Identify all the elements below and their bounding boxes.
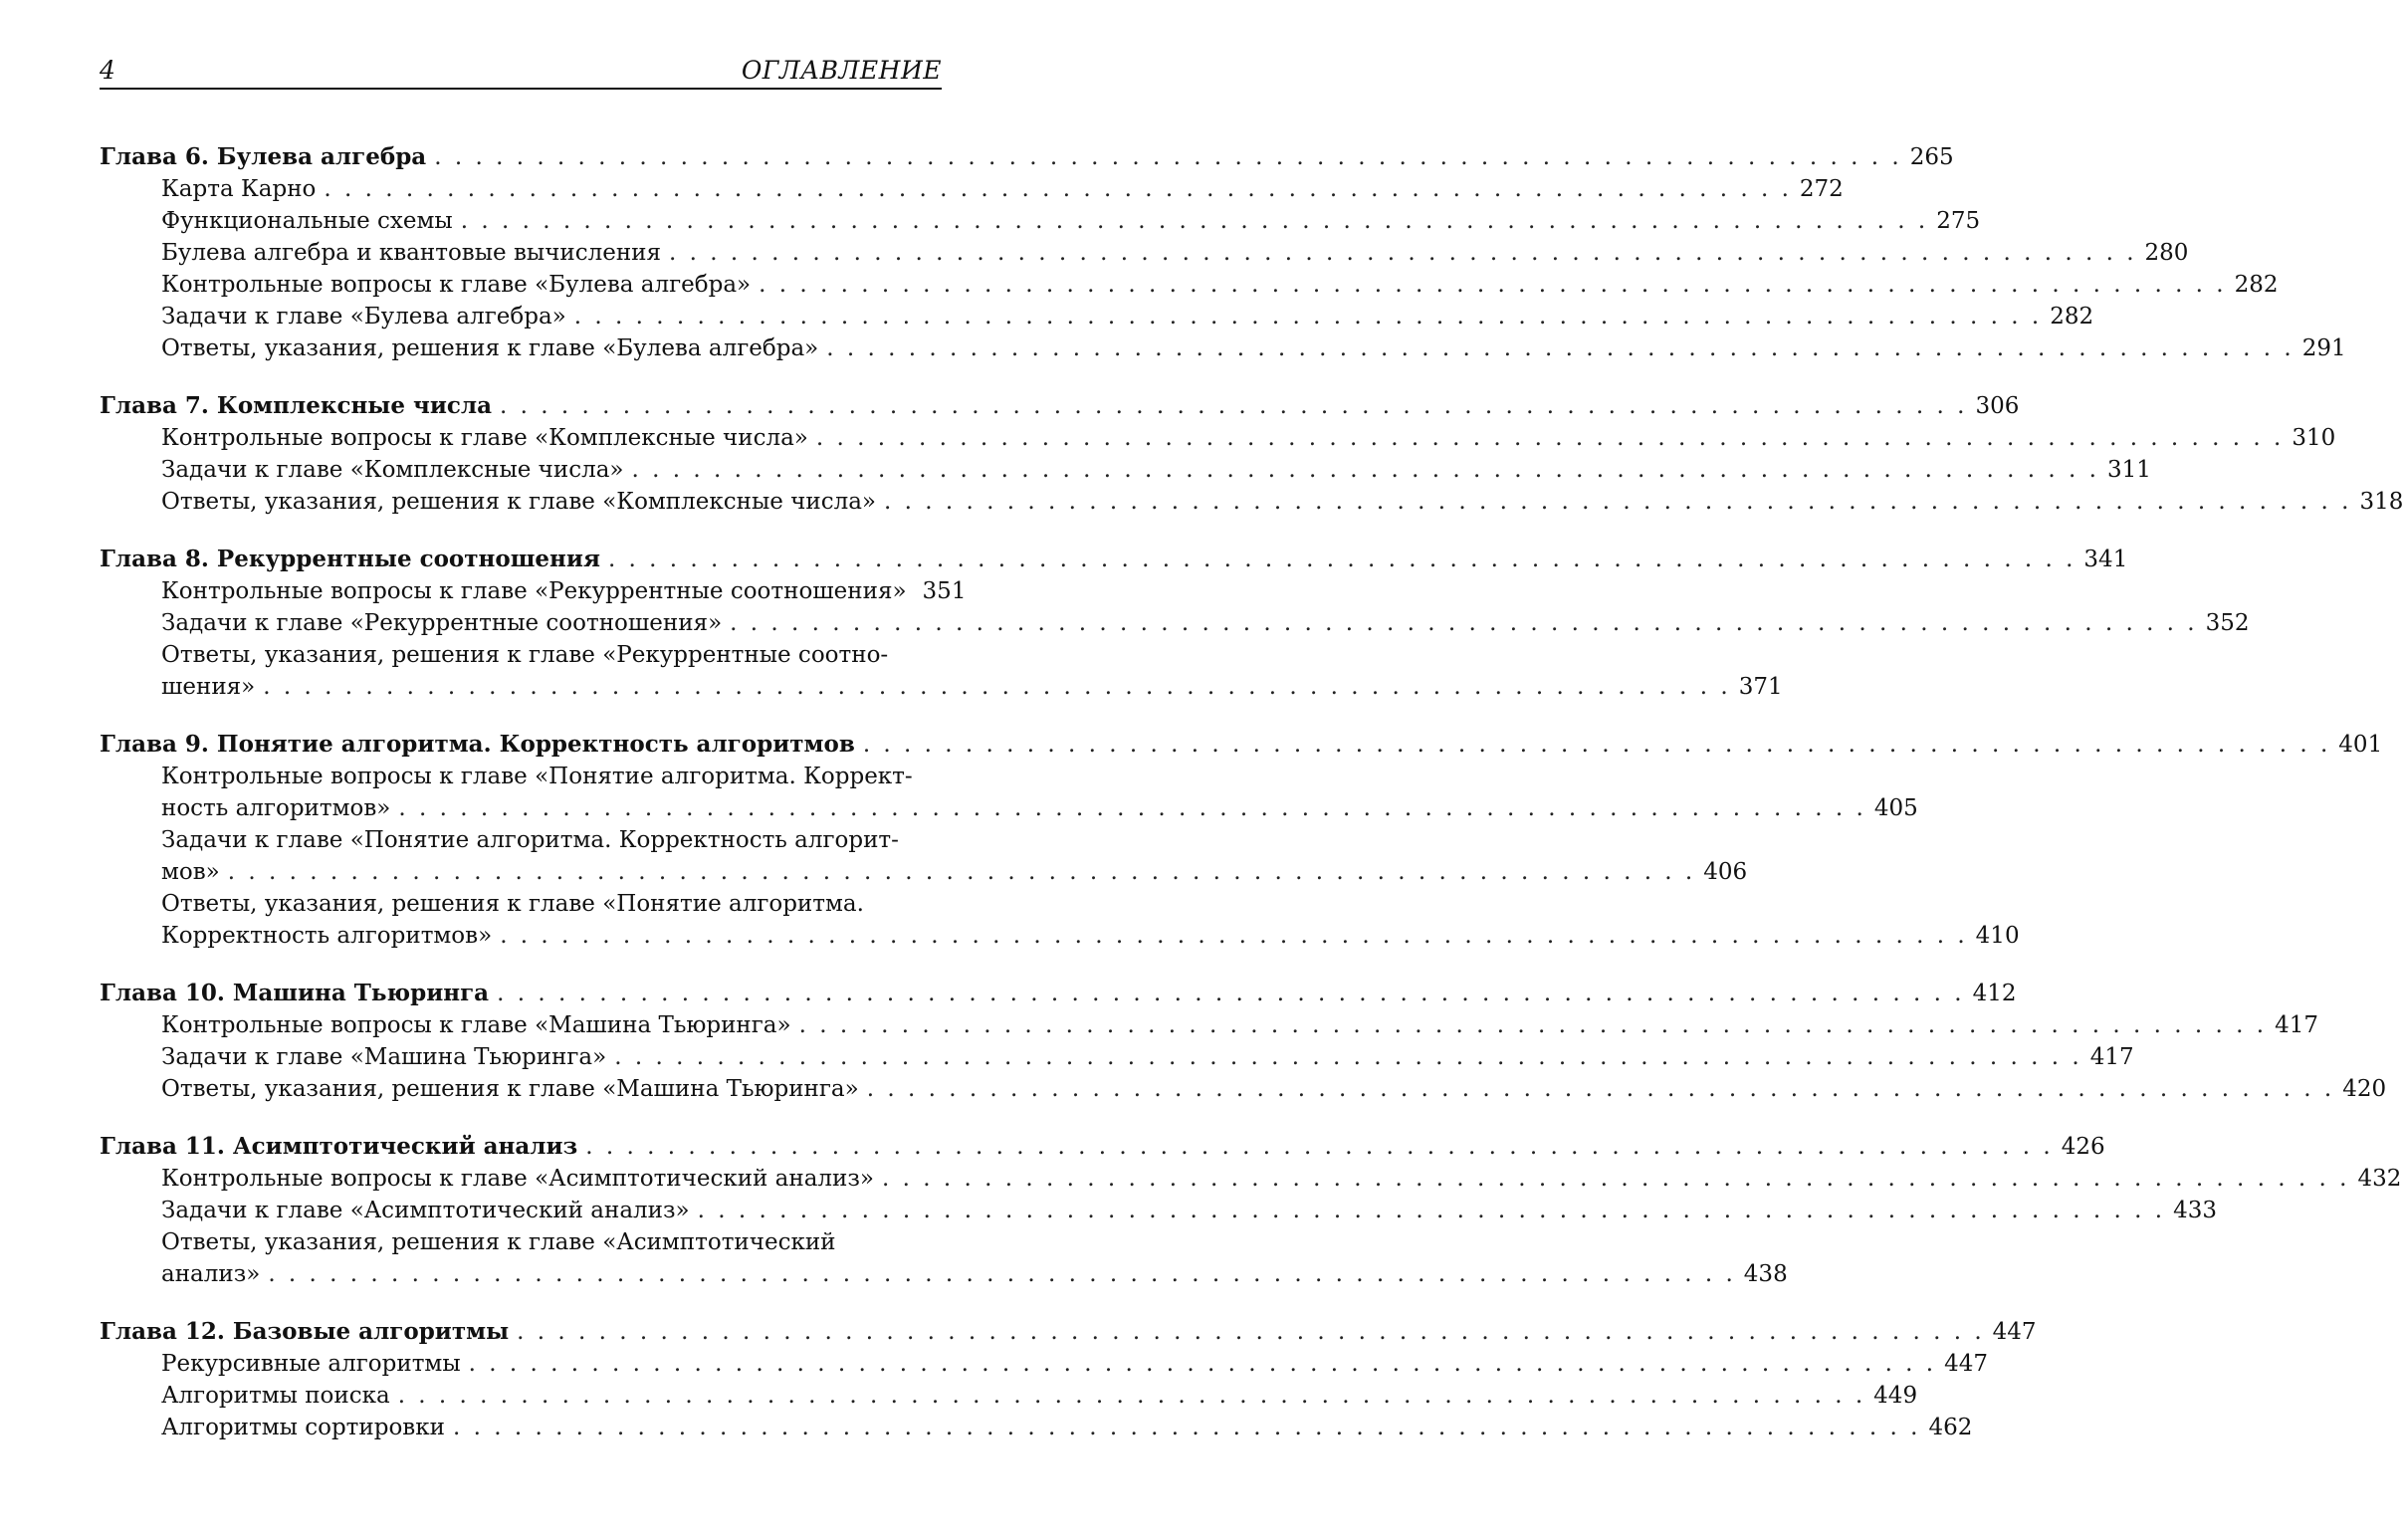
toc-chapter (100, 729, 2383, 952)
entry-page-number: 272 (1799, 176, 1844, 202)
entry-page-number: 352 (2205, 610, 2250, 636)
leader-dots (863, 729, 2330, 761)
toc-entry[interactable] (100, 856, 1748, 888)
chapter-title: Глава 8. Рекуррентные соотношения (100, 546, 600, 572)
entry-page-number: 351 (922, 578, 967, 604)
leader-dots (500, 390, 1967, 422)
entry-title: Булева алгебра и квантовые вычисления (161, 240, 662, 266)
leader-dots (500, 920, 1967, 952)
leader-dots (324, 173, 1791, 205)
entry-title: Карта Карно (161, 176, 317, 202)
leader-dots (826, 332, 2294, 364)
entry-title: Задачи к главе «Комплексные числа» (161, 457, 624, 483)
entry-page-number: 291 (2301, 335, 2346, 361)
chapter-title: Глава 7. Комплексные числа (100, 392, 492, 419)
entry-title: Функциональные схемы (161, 208, 453, 234)
leader-dots (398, 1380, 1865, 1412)
chapter-page-number: 401 (2338, 732, 2383, 758)
toc-entry[interactable] (100, 1009, 2318, 1041)
chapter-title: Глава 10. Машина Тьюринга (100, 980, 490, 1006)
entry-page-number: 371 (1738, 674, 1783, 700)
entry-title: Контрольные вопросы к главе «Машина Тьюринга» (161, 1012, 791, 1038)
entry-page-number: 282 (2234, 272, 2279, 298)
leader-dots (608, 544, 2075, 575)
toc-entry[interactable] (100, 237, 2189, 269)
chapter-page-number: 426 (2061, 1134, 2105, 1160)
toc-chapter-entry[interactable] (100, 978, 2017, 1009)
leader-dots (614, 1041, 2081, 1073)
leader-dots (263, 671, 1730, 703)
entry-title: Ответы, указания, решения к главе «Комплексные числа» (161, 489, 876, 515)
leader-dots (461, 205, 1928, 237)
leader-dots (669, 237, 2136, 269)
entry-page-number: 420 (2342, 1076, 2387, 1102)
entry-page-number: 462 (1928, 1415, 1973, 1440)
toc-entry[interactable] (100, 792, 1918, 824)
leader-dots (497, 978, 1964, 1009)
toc-entry[interactable] (100, 173, 1844, 205)
chapter-page-number: 412 (1972, 981, 2017, 1006)
toc-chapter-entry[interactable] (100, 390, 2020, 422)
leader-dots (730, 607, 2197, 639)
toc-entry-first-line: Ответы, указания, решения к главе «Асимптотический (161, 1229, 836, 1255)
toc-entry[interactable] (100, 1258, 1788, 1290)
page-header (100, 52, 942, 90)
page-number: 4 (100, 56, 115, 85)
entry-page-number: 449 (1873, 1383, 1918, 1409)
entry-page-number: 438 (1743, 1261, 1788, 1287)
chapter-title: Глава 6. Булева алгебра (100, 143, 427, 170)
entry-page-number: 275 (1936, 208, 1981, 234)
toc-chapter (100, 544, 2250, 703)
toc-chapter (100, 390, 2403, 518)
toc-chapter-entry[interactable] (100, 1316, 2037, 1348)
entry-page-number: 311 (2106, 457, 2151, 483)
entry-page-number: 310 (2292, 425, 2336, 451)
toc-entry[interactable] (100, 422, 2336, 454)
entry-page-number: 433 (2173, 1198, 2217, 1223)
toc-entry[interactable] (100, 205, 1981, 237)
entry-title: Задачи к главе «Машина Тьюринга» (161, 1044, 607, 1070)
toc-chapter (100, 1316, 2037, 1443)
toc-entry-first-line: Ответы, указания, решения к главе «Понятие алгоритма. (161, 891, 864, 917)
toc-chapter-entry[interactable] (100, 1131, 2105, 1163)
entry-title: Ответы, указания, решения к главе «Булева алгебра» (161, 335, 819, 361)
entry-page-number: 406 (1703, 859, 1748, 885)
toc-entry[interactable] (100, 575, 967, 607)
toc-entry[interactable] (100, 454, 2151, 486)
toc-entry[interactable] (100, 301, 2094, 332)
toc-entry[interactable] (100, 1412, 1973, 1443)
leader-dots (398, 792, 1865, 824)
entry-title: Алгоритмы поиска (161, 1383, 390, 1409)
leader-dots (698, 1195, 2165, 1226)
leader-dots (759, 269, 2226, 301)
entry-title: Контрольные вопросы к главе «Рекуррентные соотношения» (161, 578, 907, 604)
leader-dots (268, 1258, 1735, 1290)
entry-page-number: 417 (2275, 1012, 2318, 1038)
toc-entry[interactable] (100, 1380, 1918, 1412)
entry-title: Задачи к главе «Булева алгебра» (161, 304, 566, 330)
toc-entry[interactable] (100, 1195, 2217, 1226)
leader-dots (882, 1163, 2349, 1195)
leader-dots (631, 454, 2098, 486)
entry-page-number: 318 (2359, 489, 2403, 515)
entry-title: Контрольные вопросы к главе «Булева алгебра» (161, 272, 752, 298)
toc-entry[interactable] (100, 1163, 2402, 1195)
entry-title: шения» (161, 674, 256, 700)
entry-title: мов» (161, 859, 220, 885)
toc-entry[interactable] (100, 671, 1783, 703)
toc-entry-first-line: Контрольные вопросы к главе «Понятие алгоритма. Коррект- (161, 764, 913, 789)
entry-title: Ответы, указания, решения к главе «Машина Тьюринга» (161, 1076, 859, 1102)
entry-page-number: 432 (2357, 1166, 2402, 1192)
entry-title: ность алгоритмов» (161, 795, 391, 821)
running-title: ОГЛАВЛЕНИЕ (741, 56, 942, 85)
leader-dots (884, 486, 2351, 518)
entry-title: Задачи к главе «Асимптотический анализ» (161, 1198, 690, 1223)
entry-title: Корректность алгоритмов» (161, 923, 493, 949)
toc-entry[interactable] (100, 920, 2020, 952)
table-of-contents (100, 141, 2403, 1469)
leader-dots (517, 1316, 1984, 1348)
entry-page-number: 410 (1975, 923, 2020, 949)
toc-entry[interactable] (100, 1348, 1989, 1380)
entry-page-number: 417 (2089, 1044, 2134, 1070)
toc-entry[interactable] (100, 269, 2279, 301)
leader-dots (434, 141, 1901, 173)
leader-dots (469, 1348, 1936, 1380)
toc-entry-first-line: Задачи к главе «Понятие алгоритма. Корректность алгорит- (161, 827, 899, 853)
toc-chapter-entry[interactable] (100, 544, 2128, 575)
chapter-title: Глава 9. Понятие алгоритма. Корректность алгоритмов (100, 731, 855, 758)
leader-dots (574, 301, 2042, 332)
toc-chapter (100, 1131, 2402, 1290)
toc-entry-first-line: Ответы, указания, решения к главе «Рекуррентные соотно- (161, 642, 889, 668)
leader-dots (816, 422, 2284, 454)
chapter-page-number: 341 (2083, 547, 2128, 572)
chapter-title: Глава 11. Асимптотический анализ (100, 1133, 578, 1160)
leader-dots (585, 1131, 2053, 1163)
entry-title: Контрольные вопросы к главе «Асимптотический анализ» (161, 1166, 874, 1192)
entry-title: Рекурсивные алгоритмы (161, 1351, 461, 1377)
entry-title: Контрольные вопросы к главе «Комплексные числа» (161, 425, 808, 451)
toc-chapter (100, 141, 2346, 364)
entry-title: Задачи к главе «Рекуррентные соотношения» (161, 610, 723, 636)
chapter-page-number: 306 (1975, 393, 2020, 419)
toc-entry[interactable] (100, 607, 2250, 639)
toc-chapter-entry[interactable] (100, 729, 2383, 761)
toc-entry[interactable] (100, 1073, 2387, 1105)
leader-dots (867, 1073, 2334, 1105)
chapter-page-number: 447 (1992, 1319, 2037, 1345)
entry-page-number: 282 (2050, 304, 2094, 330)
entry-title: Алгоритмы сортировки (161, 1415, 445, 1440)
chapter-title: Глава 12. Базовые алгоритмы (100, 1318, 510, 1345)
entry-page-number: 405 (1873, 795, 1918, 821)
toc-chapter (100, 978, 2387, 1105)
toc-entry[interactable] (100, 332, 2346, 364)
leader-dots (453, 1412, 1920, 1443)
entry-page-number: 280 (2144, 240, 2189, 266)
toc-chapter-entry[interactable] (100, 141, 1954, 173)
leader-dots (799, 1009, 2267, 1041)
chapter-page-number: 265 (1909, 144, 1954, 170)
entry-title: анализ» (161, 1261, 261, 1287)
entry-page-number: 447 (1944, 1351, 1989, 1377)
toc-entry[interactable] (100, 1041, 2134, 1073)
toc-entry[interactable] (100, 486, 2403, 518)
leader-dots (228, 856, 1695, 888)
